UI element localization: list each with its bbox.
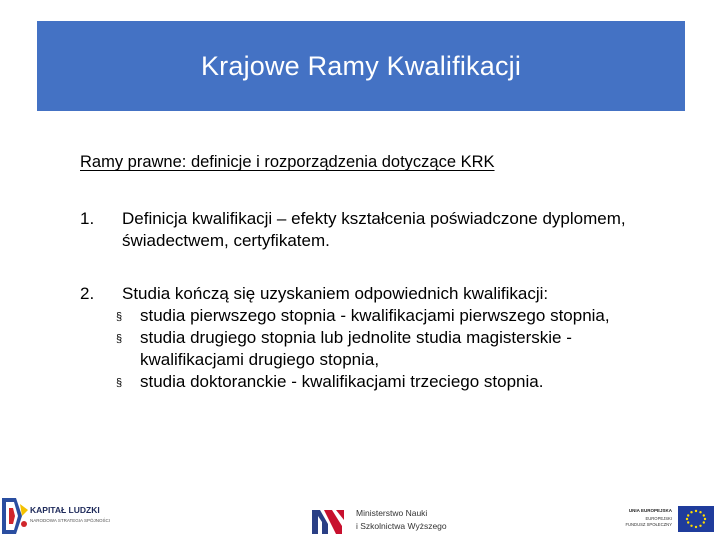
slide-subtitle: Ramy prawne: definicje i rozporządzenia dotyczące KRK: [80, 153, 495, 171]
bullet-marker: §: [116, 311, 123, 323]
kapital-ludzki-emblem-icon: [0, 494, 30, 538]
bullet-marker: §: [116, 333, 123, 345]
list-item-2: [80, 283, 680, 393]
eu-fund-line2: FUNDUSZ SPOŁECZNY: [625, 522, 672, 527]
item-text: Studia kończą się uzyskaniem odpowiednich kwalifikacji:: [122, 284, 549, 303]
title-band: [37, 21, 685, 111]
item-number: 1.: [80, 209, 95, 228]
slide-title: Krajowe Ramy Kwalifikacji: [200, 50, 522, 81]
ministry-emblem-icon: [310, 506, 346, 536]
bullet-text: studia doktoranckie - kwalifikacjami trzeciego stopnia.: [140, 372, 544, 391]
ministry-logo: [310, 506, 450, 538]
kapital-ludzki-tagline: NARODOWA STRATEGIA SPÓJNOŚCI: [30, 518, 111, 523]
eu-name: UNIA EUROPEJSKA: [628, 508, 672, 513]
bullet-item: [110, 305, 680, 327]
bullet-text: studia drugiego stopnia lub jednolite studia magisterskie - kwalifikacjami drugiego stopnia,: [140, 328, 572, 369]
bullet-item: [110, 371, 680, 393]
ministry-name-line1: Ministerstwo Nauki: [356, 508, 428, 518]
bullet-item: [110, 327, 680, 371]
bullet-marker: §: [116, 377, 123, 389]
bullet-list: [116, 305, 680, 393]
list-item-1: [80, 208, 680, 252]
eu-logo: [612, 502, 720, 538]
eu-flag-icon: [678, 506, 714, 532]
item-text: Definicja kwalifikacji – efekty kształcenia poświadczone dyplomem, świadectwem, certyfikatem.: [122, 209, 626, 250]
ministry-name-line2: i Szkolnictwa Wyższego: [356, 521, 447, 531]
eu-fund-line1: EUROPEJSKI: [645, 516, 672, 521]
kapital-ludzki-logo: [0, 494, 130, 538]
bullet-text: studia pierwszego stopnia - kwalifikacjami pierwszego stopnia,: [140, 306, 610, 325]
kapital-ludzki-name: KAPITAŁ LUDZKI: [30, 505, 100, 515]
item-number: 2.: [80, 284, 95, 303]
